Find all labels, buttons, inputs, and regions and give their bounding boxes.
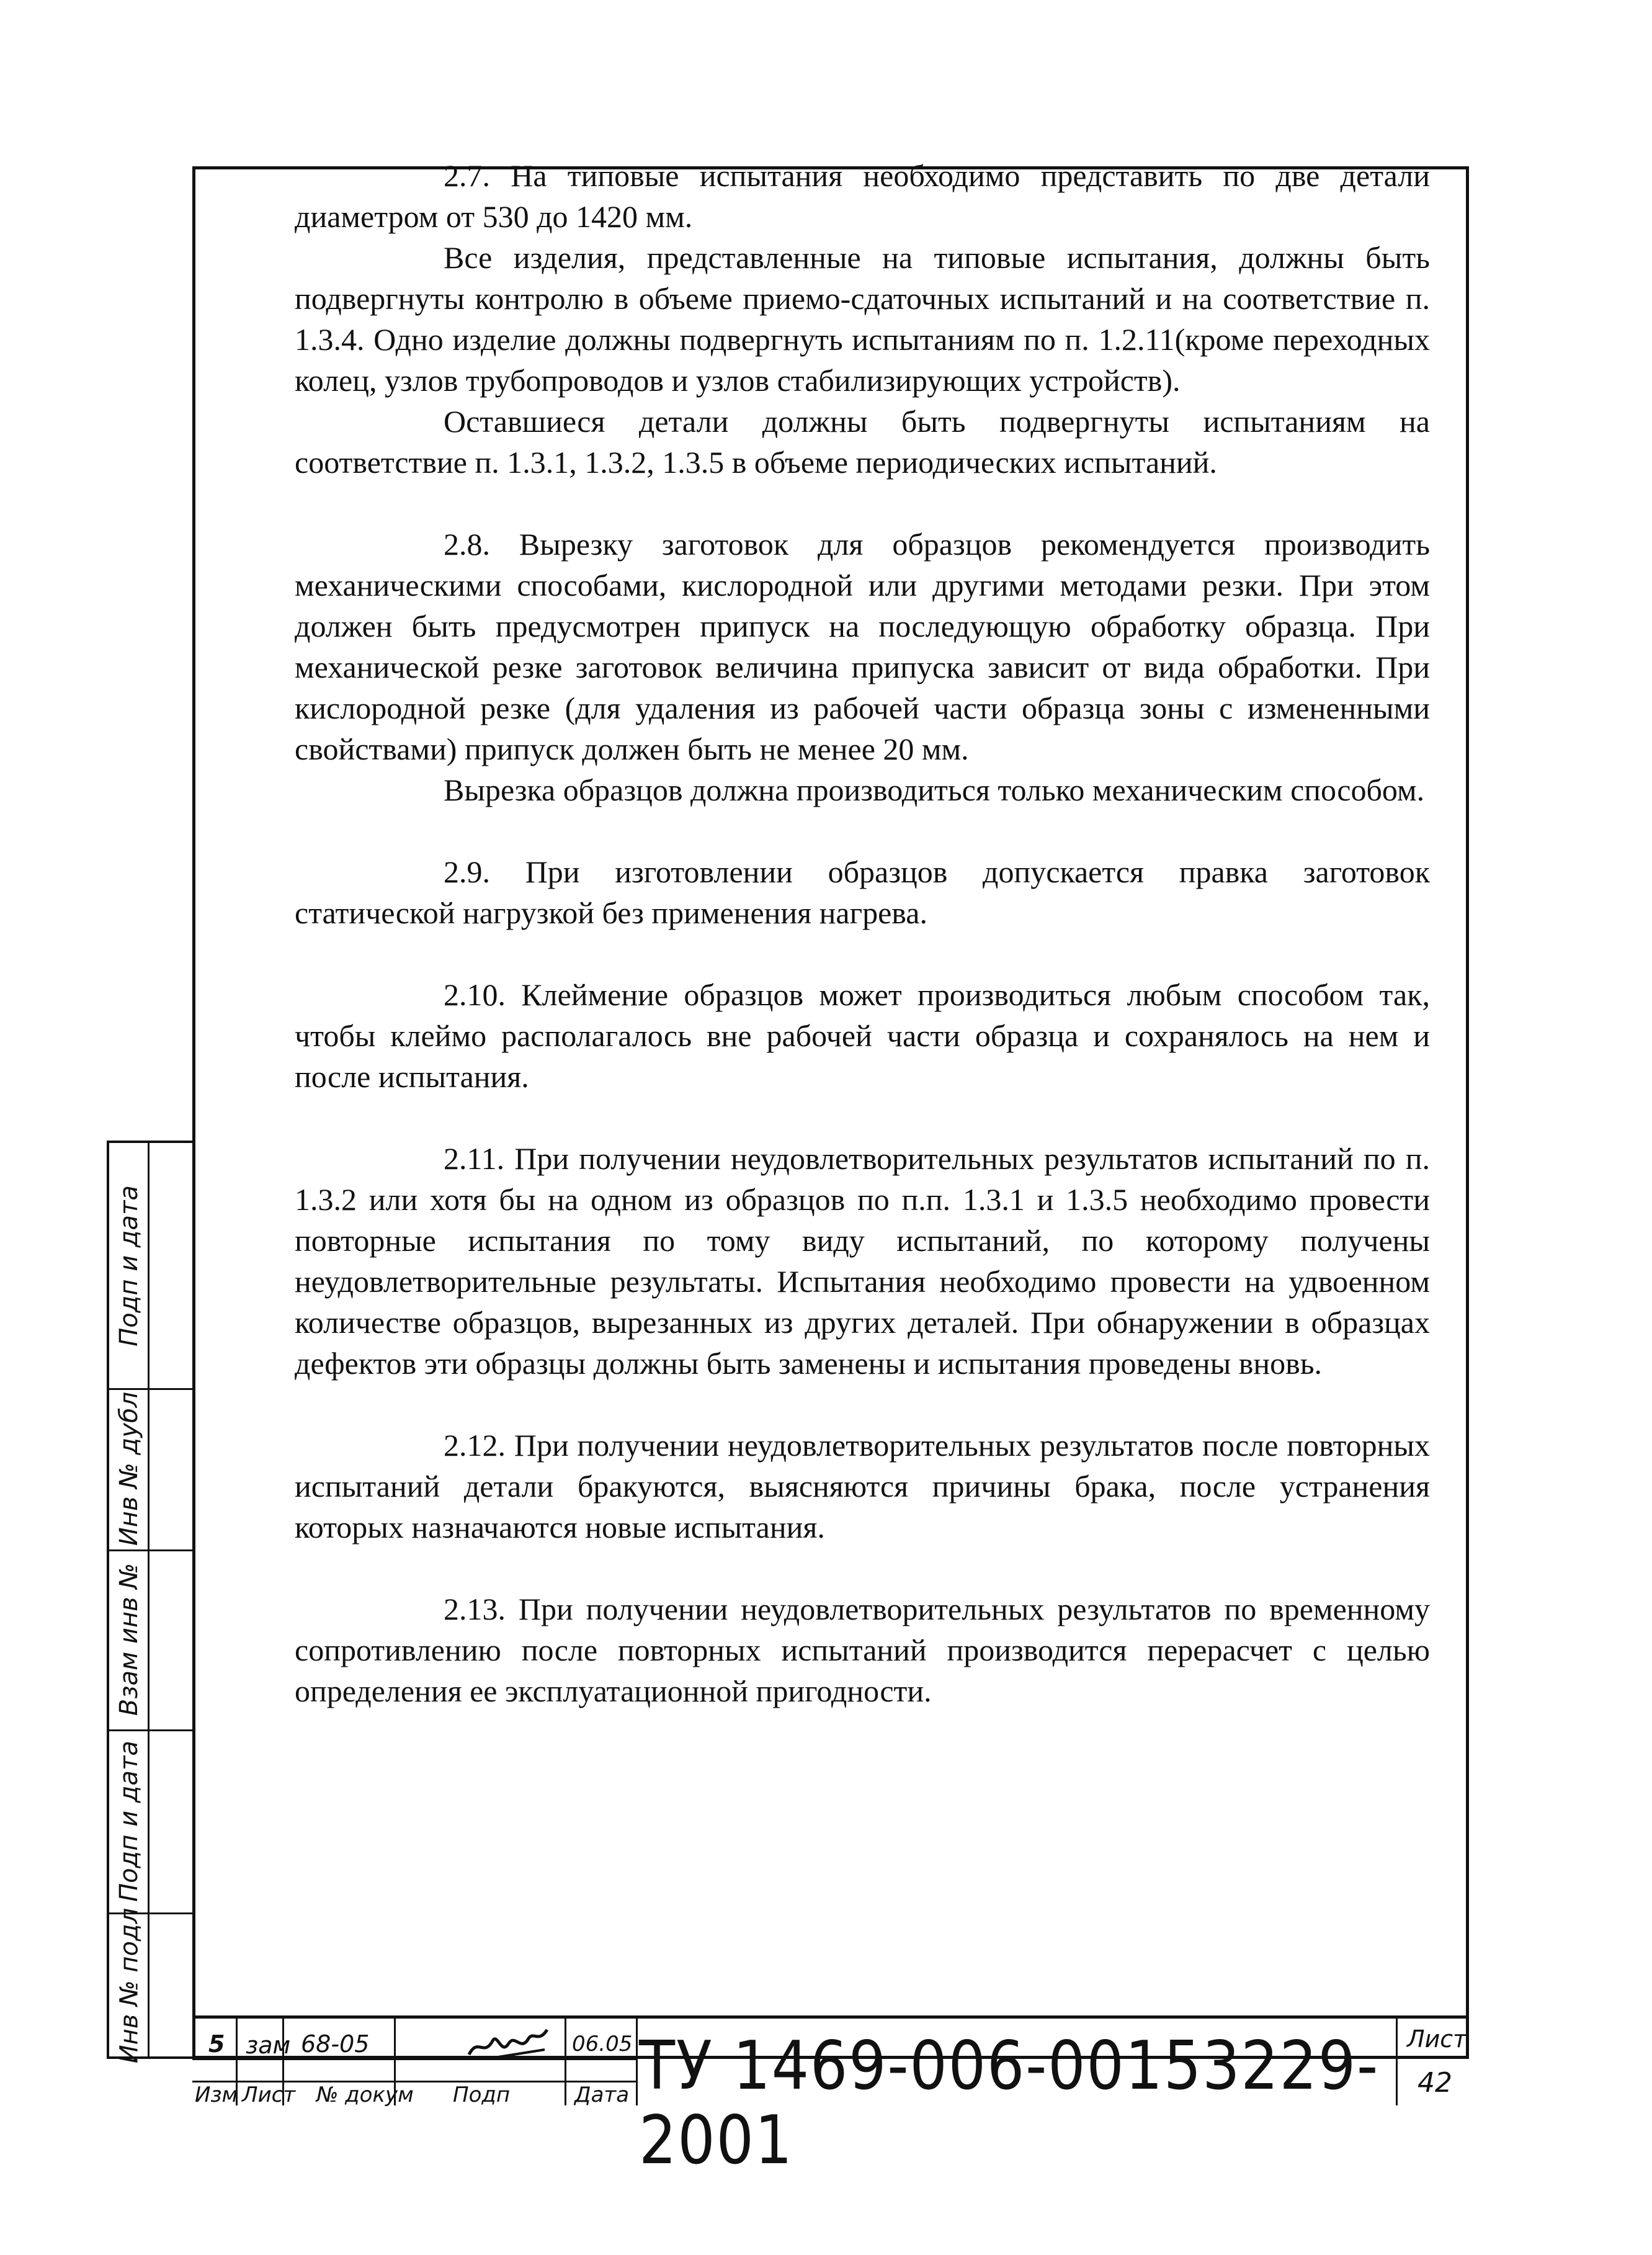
side-stamp-column (107, 1141, 192, 2064)
side-label-podp-data-bottom: Подп и дата (115, 1740, 144, 1902)
sheet-label: Лист (1407, 2025, 1467, 2053)
paragraph: Оставшиеся детали должны быть подвергнуты испытаниям на соответствие п. 1.3.1, 1.3.2, 1.3.5 в объеме периодических испытаний. (295, 404, 1430, 480)
sheet-number: 42 (1418, 2067, 1452, 2099)
header-date: Дата (574, 2082, 630, 2107)
change-doc-number: 68-05 (301, 2030, 370, 2058)
side-label-vzam-inv: Взам инв № (115, 1562, 143, 1716)
paragraph: Вырезка образцов должна производиться только механическим способом. (444, 773, 1425, 807)
change-date: 06.05 (572, 2032, 633, 2056)
document-body (295, 155, 1430, 1711)
paragraph-2-8: 2.8. Вырезку заготовок для образцов рекомендуется производить механическими способами, кислородной или другими методами резки. При этом должен быть предусмотрен припуск на последующую обработку образца. При механической резке заготовок величина припуска зависит от вида обработки. При кислородной резке (для удаления из рабочей части образца зоны с измененными свойствами) припуск должен быть не менее 20 мм. (295, 527, 1430, 766)
side-label-podp-data-top: Подп и дата (115, 1185, 144, 1347)
grid-line (636, 2019, 638, 2105)
header-signature: Подп (453, 2082, 511, 2107)
header-izm: Изм (195, 2082, 238, 2107)
change-number: 5 (208, 2030, 225, 2058)
paragraph-2-12: 2.12. При получении неудовлетворительных результатов после повторных испытаний детали бракуются, выясняются причины брака, после устранения которых назначаются новые испытания. (295, 1428, 1430, 1544)
paragraph-2-10: 2.10. Клеймение образцов может производиться любым способом так, чтобы клеймо располагалось вне рабочей части образца и сохранялось на нем и после испытания. (295, 977, 1430, 1094)
signature-image (465, 2025, 552, 2062)
paragraph-2-11: 2.11. При получении неудовлетворительных результатов испытаний по п. 1.3.2 или хотя бы на одном из образцов по п.п. 1.3.1 и 1.3.5 необходимо провести повторные испытания по тому виду испытаний, по которому получены неудовлетворительные результаты. Испытания необходимо провести на удвоенном количестве образцов, вырезанных из других деталей. При обнаружении в образцах дефектов эти образцы должны быть заменены и испытания проведены вновь. (295, 1141, 1430, 1381)
side-label-inv-podl: Инв № подл (115, 1908, 143, 2064)
paragraph: Все изделия, представленные на типовые испытания, должны быть подвергнуты контролю в объеме приемо-сдаточных испытаний и на соответствие п. 1.3.4. Одно изделие должны подвергнуть испытаниям по п. 1.2.11(кроме переходных колец, узлов трубопроводов и узлов стабилизирующих устройств). (295, 240, 1430, 398)
paragraph-2-7: 2.7. На типовые испытания необходимо представить по две детали диаметром от 530 до 1420 мм. (295, 158, 1430, 234)
paragraph-2-13: 2.13. При получении неудовлетворительных результатов по временному сопротивлению после повторных испытаний производится перерасчет с целью определения ее эксплуатационной пригодности. (295, 1592, 1430, 1708)
document-code: ТУ 1469-006-00153229-2001 (639, 2027, 1380, 2179)
paragraph-2-9: 2.9. При изготовлении образцов допускается правка заготовок статической нагрузкой без применения нагрева. (295, 854, 1430, 930)
grid-line (565, 2019, 566, 2105)
side-column-divider (148, 1143, 150, 2056)
header-list: Лист (242, 2082, 296, 2107)
side-label-inv-dubl: Инв № дубл (115, 1391, 143, 1546)
change-sheet: зам (246, 2032, 291, 2059)
header-doc-number: № докум (316, 2082, 414, 2107)
